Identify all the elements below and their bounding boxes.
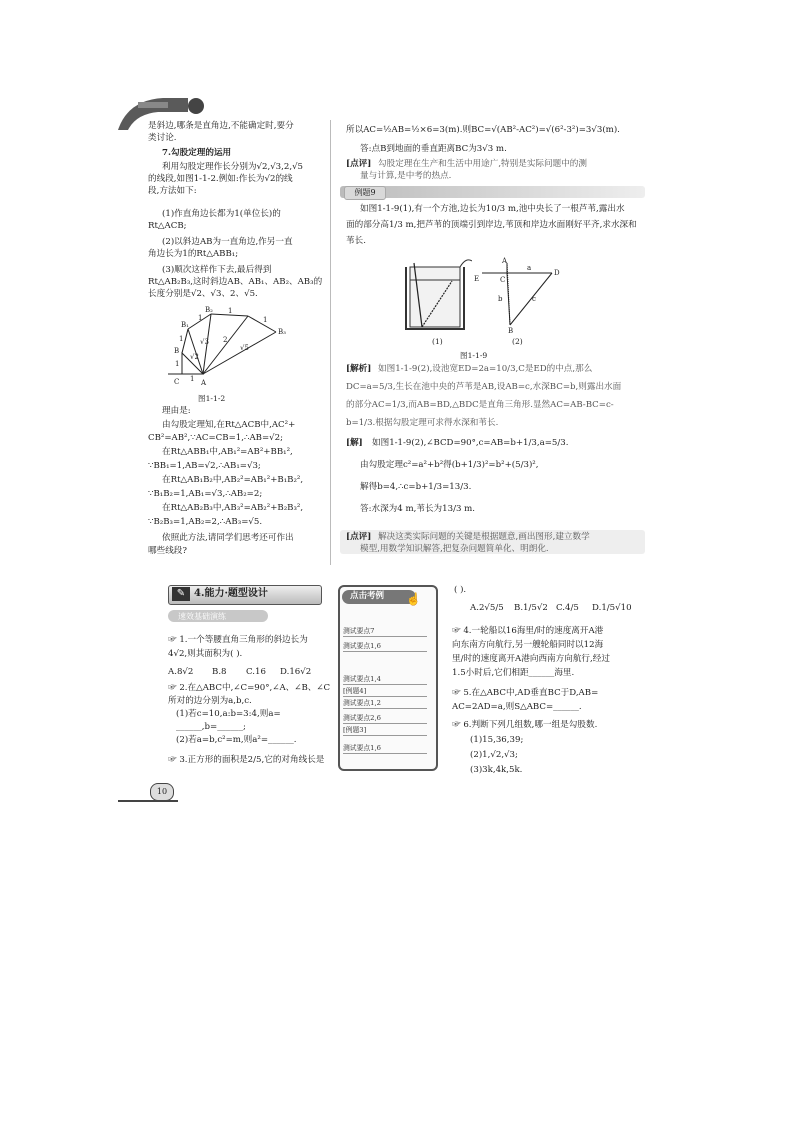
example-line-1: 如图1-1-9(1),有一个方池,边长为10/3 m,池中央长了一根芦苇,露出水: [360, 204, 625, 214]
q6-line-4: (3)3k,4k,5k.: [470, 765, 523, 775]
q2-line-1: ☞ 2.在△ABC中,∠C=90°,∠A、∠B、∠C: [168, 683, 331, 693]
reason-4: ∵BB₁=1,AB=√2,∴AB₁=√3;: [148, 461, 261, 471]
reason-7: 在Rt△AB₂B₃中,AB₃²=AB₂²+B₂B₃²,: [162, 503, 304, 513]
q3-opt-d: D.1/5√10: [592, 603, 632, 613]
sidebar-item-3[interactable]: 测试要点1,4: [343, 674, 427, 685]
fig2-label-a: a: [527, 264, 532, 272]
fig2-label-b-cap: B: [508, 327, 514, 333]
q5-line-2: AC=2AD=a,则S△ABC=______.: [452, 702, 582, 712]
intro-line-1: 是斜边,哪条是直角边,不能确定时,要分: [148, 121, 294, 131]
fig2-label-e: E: [474, 275, 480, 283]
reason-3: 在Rt△ABB₁中,AB₁²=AB²+BB₁²,: [162, 447, 293, 457]
fig-label-r5: √5: [240, 344, 249, 352]
sidebar-item-6[interactable]: 测试要点2,6: [343, 713, 427, 724]
fig-label-b1: B₁: [181, 321, 189, 329]
fig-label-r2: √2: [190, 353, 199, 361]
fig-label-one-c: 1: [179, 335, 184, 343]
reason-10: 哪些线段?: [148, 546, 187, 556]
sidebar-item-7[interactable]: [例题3]: [343, 725, 427, 736]
q4-line-4: 1.5小时后,它们相距______海里.: [452, 668, 575, 678]
q1-opt-c: C.16: [246, 667, 266, 677]
figure-caption-1-1-2: 图1-1-2: [198, 394, 226, 403]
q4-line-2: 向东南方向航行,另一艘轮船同时以12海: [452, 640, 604, 650]
solution-line-4: 答:水深为4 m,苇长为13/3 m.: [360, 504, 476, 514]
q4-line-3: 里/时的速度离开A港向西南方向航行,经过: [452, 654, 610, 664]
step-3b: Rt△AB₂B₃,这时斜边AB、AB₁、AB₂、AB₃的: [148, 277, 323, 287]
q5-line-1: ☞ 5.在△ABC中,AD垂直BC于D,AB=: [452, 688, 599, 698]
comment1-label: [点评]: [346, 159, 372, 169]
fig-label-one-a: 1: [175, 360, 180, 368]
column-divider: [330, 120, 331, 565]
fig2-label-c: c: [532, 295, 536, 303]
fig-caption-2: (2): [512, 337, 523, 346]
fig-label-b2: B₂: [205, 306, 213, 314]
step-1: (1)作直角边长都为1(单位长)的: [162, 209, 281, 219]
fig2-label-b: b: [498, 295, 503, 303]
q3-opt-a: A.2√5/5: [470, 603, 504, 613]
sidebar-item-8[interactable]: 测试要点1,6: [343, 743, 427, 754]
q2-line-5: (2)若a=b,c²=m,则a²=______.: [176, 735, 297, 745]
fig-label-one-f: 1: [263, 316, 268, 324]
subheader: 速效基础演练: [178, 612, 226, 621]
analysis-line-3: 的部分AC=1/3,而AB=BD,△BDC是直角三角形.显然AC=AB-BC=c-: [346, 400, 614, 410]
q1-opt-b: B.8: [212, 667, 227, 677]
solution-label: [解]: [346, 438, 363, 448]
fig-label-c: C: [174, 378, 180, 386]
comment1-line-1: 勾股定理在生产和生活中用途广,特别是实际问题中的测: [378, 159, 587, 169]
q1-opt-a: A.8√2: [168, 667, 194, 677]
reason-1: 由勾股定理知,在Rt△ACB中,AC²+: [162, 420, 296, 430]
solution-line-3: 解得b=4,∴c=b+1/3=13/3.: [360, 482, 472, 492]
fig2-label-a-cap: A: [502, 257, 508, 265]
q1-opt-d: D.16√2: [280, 667, 312, 677]
solution-line-1: 如图1-1-9(2),∠BCD=90°,c=AB=b+1/3,a=5/3.: [372, 438, 569, 448]
analysis-line-1: 如图1-1-9(2),设池宽ED=2a=10/3,C是ED的中点,那么: [378, 364, 593, 374]
example-line-3: 苇长.: [346, 236, 366, 246]
sidebar-item-1[interactable]: 测试要点7: [343, 626, 427, 637]
fig-caption-1: (1): [432, 337, 443, 346]
reason-8: ∵B₂B₃=1,AB₂=2,∴AB₃=√5.: [148, 517, 263, 527]
fig-label-b: B: [174, 347, 180, 355]
fig-label-one-e: 1: [228, 307, 233, 315]
q3-continue: ( ).: [454, 585, 467, 595]
figure-1-1-9-triangle: [472, 255, 560, 333]
sidebar-item-2[interactable]: 测试要点1,6: [343, 641, 427, 652]
fig-label-one-b: 1: [190, 375, 195, 383]
q6-line-3: (2)1,√2,√3;: [470, 750, 518, 760]
step-3: (3)顺次这样作下去,最后得到: [162, 265, 272, 275]
section-title: 7.勾股定理的运用: [162, 148, 232, 158]
intro-line-2: 类讨论.: [148, 133, 177, 143]
analysis-line-4: b=1/3.根据勾股定理可求得水深和苇长.: [346, 418, 499, 428]
sidebar-title: 点击考例: [350, 591, 385, 601]
comment2-label: [点评]: [346, 532, 372, 542]
q4-line-1: ☞ 4.一轮船以16海里/时的速度离开A港: [452, 626, 604, 636]
right-line-2: 答:点B到地面的垂直距离BC为3√3 m.: [360, 144, 507, 154]
figure-1-1-2: [168, 304, 298, 390]
sidebar-item-4[interactable]: [例题4]: [343, 686, 427, 697]
q6-line-1: ☞ 6.判断下列几组数,哪一组是勾股数.: [452, 720, 598, 730]
q1-line-1: ☞ 1.一个等腰直角三角形的斜边长为: [168, 635, 308, 645]
figure-1-1-9-pond: [402, 255, 472, 333]
fig2-label-c-cap: C: [500, 276, 506, 284]
fig-label-r3: √3: [200, 338, 209, 346]
q1-line-2: 4√2,则其面积为( ).: [168, 649, 243, 659]
page-number: 10: [150, 783, 174, 801]
fig-label-a: A: [201, 379, 207, 387]
step-3c: 长度分别是√2、√3、2、√5.: [148, 289, 258, 299]
step-1b: Rt△ACB;: [148, 221, 187, 231]
comment2-line-2: 模型,用数学知识解答,把复杂问题简单化、明朗化.: [360, 544, 549, 554]
analysis-label: [解析]: [346, 364, 372, 374]
p1-line-3: 段,方法如下:: [148, 186, 197, 196]
figure-caption-1-1-9: 图1-1-9: [460, 351, 488, 360]
right-line-1: 所以AC=½AB=½×6=3(m).则BC=√(AB²-AC²)=√(6²-3²)=3√3(m).: [346, 125, 620, 135]
q2-line-4: ______,b=______;: [176, 722, 246, 732]
q3-opt-c: C.4/5: [556, 603, 579, 613]
q3-opt-b: B.1/5√2: [514, 603, 548, 613]
fig-label-two: 2: [223, 336, 228, 344]
example-line-2: 面的部分高1/3 m,把芦苇的顶端引到岸边,苇顶和岸边水面刚好平齐,求水深和: [346, 220, 637, 230]
q6-line-2: (1)15,36,39;: [470, 735, 524, 745]
fig2-label-d: D: [554, 269, 560, 277]
fig-label-one-d: 1: [198, 314, 203, 322]
p1-line-2: 的线段,如图1-1-2.例如:作长为√2的线: [148, 174, 293, 184]
section-header: 4.能力·题型设计: [194, 588, 268, 599]
reason-2: CB²=AB²,∵AC=CB=1,∴AB=√2;: [148, 433, 284, 443]
reason-5: 在Rt△AB₁B₂中,AB₂²=AB₁²+B₁B₂²,: [162, 475, 304, 485]
p1-line-1: 利用勾股定理作长分别为√2,√3,2,√5: [162, 162, 304, 172]
q2-line-3: (1)若c=10,a:b=3:4,则a=: [176, 709, 281, 719]
q3-line: ☞ 3.正方形的面积是2/5,它的对角线长是: [168, 755, 325, 765]
comment2-line-1: 解决这类实际问题的关键是根据题意,画出图形,建立数学: [378, 532, 590, 542]
reason-9: 依照此方法,请同学们思考还可作出: [162, 533, 294, 543]
pencil-icon: ✎: [172, 587, 190, 601]
sidebar-item-5[interactable]: 测试要点1,2: [343, 698, 427, 709]
reason-0: 理由是:: [162, 406, 191, 416]
analysis-line-2: DC=a=5/3,生长在池中央的芦苇是AB,设AB=c,水深BC=b,则露出水面: [346, 382, 622, 392]
example-badge: 例题9: [344, 186, 386, 200]
reason-6: ∵B₁B₂=1,AB₁=√3,∴AB₂=2;: [148, 489, 263, 499]
step-2: (2)以斜边AB为一直角边,作另一直: [162, 237, 293, 247]
solution-line-2: 由勾股定理c²=a²+b²得(b+1/3)²=b²+(5/3)²,: [360, 460, 539, 470]
comment1-line-2: 量与计算,是中考的热点.: [360, 171, 452, 181]
pointer-hand-icon: ☝: [406, 592, 421, 606]
step-2b: 角边长为1的Rt△ABB₁;: [148, 249, 239, 259]
q2-line-2: 所对的边分别为a,b,c.: [168, 696, 252, 706]
fig-label-b3: B₃: [278, 328, 286, 336]
